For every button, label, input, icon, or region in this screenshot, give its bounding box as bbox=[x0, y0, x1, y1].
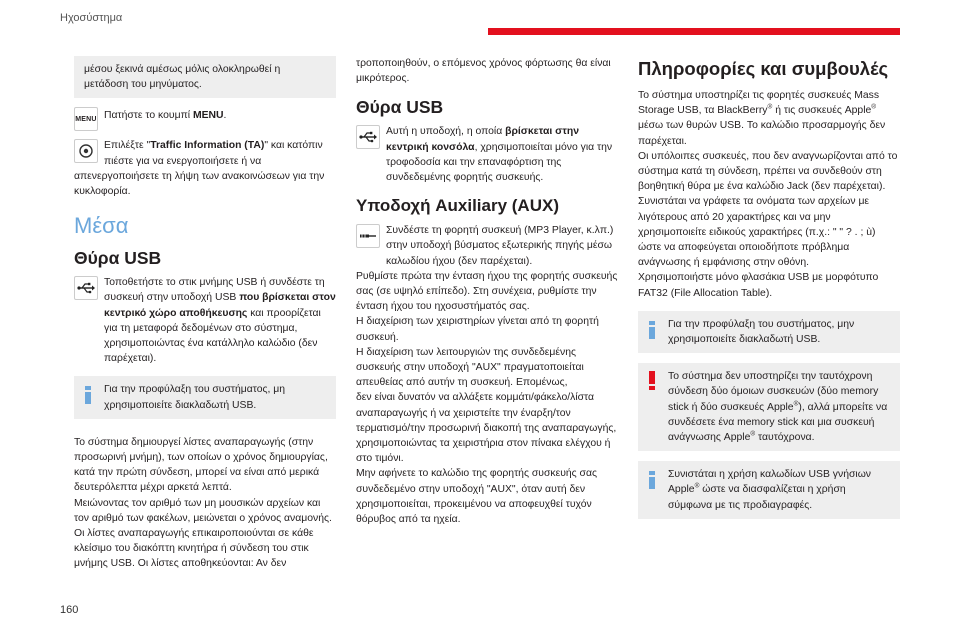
ok-button-icon bbox=[74, 139, 98, 163]
tip-box-2 bbox=[638, 461, 900, 519]
info-tips-heading: Πληροφορίες και συμβουλές bbox=[638, 58, 889, 79]
continued-paragraph: τροποποιηθούν, ο επόμενος χρόνος φόρτωσης θα είναι μικρότερος. bbox=[356, 58, 611, 85]
menu-instruction bbox=[74, 106, 336, 134]
menu-button-icon bbox=[74, 107, 98, 131]
controls-paragraph: Η διαχείριση των χειριστηρίων γίνεται από τη φορητή συσκευή. bbox=[356, 316, 599, 343]
warning-text: Το σύστημα δεν υποστηρίζει την ταυτόχρονη σύνδεση δύο όμοιων συσκευών (δύο memory stick ή δύο συσκευές Apple®), αλλά μπορείτε να συνδέσετε ένα memory stick και μια συσκευή ανάγνωσης Apple® ταυτόχρονα. bbox=[668, 371, 888, 444]
wait-time-paragraph: Μειώνοντας τον αριθμό των μη μουσικών αρχείων και τον αριθμό των φακέλων, μειώνεται ο χρόνος αναμονής. bbox=[74, 497, 332, 524]
ta-instruction-text-cont: απενεργοποιήσετε τη λήψη των ανακοινώσεων για την κυκλοφορία. bbox=[74, 170, 325, 198]
tip-box bbox=[74, 376, 336, 418]
aux-instruction bbox=[356, 223, 618, 269]
usb-icon bbox=[356, 125, 380, 149]
tip-text-1: Για την προφύλαξη του συστήματος, μην χρησιμοποιείτε διακλαδωτή USB. bbox=[668, 318, 855, 346]
header-accent-bar bbox=[488, 28, 900, 35]
note-text: μέσου ξεκινά αμέσως μόλις ολοκληρωθεί η μετάδοση του μηνύματος. bbox=[84, 64, 281, 91]
usb-port-heading: Θύρα USB bbox=[74, 248, 162, 269]
usb-icon bbox=[74, 276, 98, 300]
menu-icon-label: MENU bbox=[75, 115, 97, 123]
page-number: 160 bbox=[60, 604, 79, 616]
supported-devices-paragraph: Το σύστημα υποστηρίζει τις φορητές συσκευές Mass Storage USB, τα BlackBerry® ή τις συσκευές Apple® μέσω των θυρών USB. Το καλώδιο προσαρμογής δεν παρέχεται. bbox=[638, 90, 886, 147]
fat32-paragraph: Χρησιμοποιήστε μόνο φλασάκια USB με μορφότυπο FAT32 (File Allocation Table). bbox=[638, 272, 879, 299]
note-box-continued bbox=[74, 56, 336, 98]
aux-instruction-text: Συνδέστε τη φορητή συσκευή (MP3 Player, κ.λπ.) στην υποδοχή βύσματος εξωτερικής πηγής μέσω καλωδίου ήχου (δεν παρέχεται). bbox=[386, 225, 614, 267]
usb-port-heading-2: Θύρα USB bbox=[356, 97, 444, 118]
playlist-update-paragraph: Οι λίστες αναπαραγωγής επικαιροποιούνται σε κάθε κλείσιμο του διακόπτη κινητήρα ή σύνδεση του στικ μνήμης USB. Οι λίστες αποθηκεύονται: Αν δεν bbox=[74, 528, 314, 570]
info-icon bbox=[649, 471, 655, 489]
tip-text: Για την προφύλαξη του συστήματος, μη χρησιμοποιείτε διακλαδωτή USB. bbox=[104, 384, 286, 411]
warning-box bbox=[638, 363, 900, 451]
info-icon bbox=[85, 386, 91, 404]
tip-box-1 bbox=[638, 311, 900, 353]
running-header: Ηχοσύστημα bbox=[60, 12, 123, 24]
column-2 bbox=[356, 56, 618, 527]
filenames-paragraph: Συνιστάται να γράφετε τα ονόματα των αρχείων με λιγότερους από 20 χαρακτήρες και να μην χρησιμοποιείτε ειδικούς χαρακτήρες (π.χ.: " " ? . ; ù) ώστε να αποφεύγεται οποιοδήποτε πρόβλημα ανάγνωσης ή εμφάνισης στην οθόνη. bbox=[638, 196, 876, 269]
usb-charge-instruction bbox=[356, 124, 618, 185]
other-devices-paragraph: Οι υπόλοιπες συσκευές, που δεν αναγνωρίζονται από το σύστημα κατά τη σύνδεση, πρέπει να συνδεθούν στη βοηθητική θύρα με ένα καλώδιο Jack (δεν παρέχεται). bbox=[638, 150, 898, 193]
playlist-paragraph: Το σύστημα δημιουργεί λίστες αναπαραγωγής (στην προσωρινή μνήμη), των οποίων ο χρόνος δημιουργίας, κατά την πρώτη σύνδεση, μπορεί να είναι από μερικά δευτερόλεπτα μέχρι αρκετά λεπτά. bbox=[74, 436, 328, 494]
menu-instruction-text: Πατήστε το κουμπί MENU. bbox=[104, 110, 227, 122]
ta-instruction-text: Επιλέξτε "Traffic Information (TA)" και κατόπιν πιέστε για να ενεργοποιήσετε ή να bbox=[104, 140, 323, 167]
volume-paragraph: Ρυθμίστε πρώτα την ένταση ήχου της φορητής συσκευής σας (σε υψηλό επίπεδο). Στη συνέχεια, ρυθμίστε την ένταση ήχου του ηχοσυστήματός σας. bbox=[356, 270, 618, 313]
aux-heading: Υποδοχή Auxiliary (AUX) bbox=[356, 196, 559, 216]
usb-instruction-text: Τοποθετήστε το στικ μνήμης USB ή συνδέστε τη συσκευή στην υποδοχή USB που βρίσκεται στον κεντρικό χώρο αποθήκευσης και προορίζεται για τη μεταφορά δεδομένων στο σύστημα, χρησιμοποιώντας ένα κατάλληλο καλώδιο (δεν παρέχεται). bbox=[104, 277, 336, 365]
column-1 bbox=[74, 56, 336, 572]
aux-limits-paragraph: δεν είναι δυνατόν να αλλάξετε κομμάτι/φάκελο/λίστα αναπαραγωγής ή να χειριστείτε την έναρξη/τον τερματισμό/την προσωρινή διακοπή της αναπαραγωγής, χρησιμοποιώντας τα χειριστήρια στον πίνακα ελέγχου ή στο τιμόνι. bbox=[356, 392, 617, 465]
ta-instruction bbox=[74, 138, 336, 199]
aux-jack-icon bbox=[356, 224, 380, 248]
info-icon bbox=[649, 321, 655, 339]
aux-functions-paragraph: Η διαχείριση των λειτουργιών της συνδεδεμένης συσκευής στην υποδοχή "AUX" πραγματοποιείται απευθείας από αυτήν τη συσκευή. Επομένως, bbox=[356, 346, 584, 389]
tip-text-2: Συνιστάται η χρήση καλωδίων USB γνήσιων Apple® ώστε να διασφαλίζεται η χρήση σύμφωνα με τις προδιαγραφές. bbox=[668, 469, 871, 511]
warning-icon bbox=[649, 371, 655, 391]
usb-instruction bbox=[74, 275, 336, 366]
column-3 bbox=[638, 56, 900, 527]
aux-cable-paragraph: Μην αφήνετε το καλώδιο της φορητής συσκευής σας συνδεδεμένο στην υποδοχή "AUX", όταν αυτή δεν χρησιμοποιείται, προκειμένου να αποφευχθεί τυχόν θόρυβος από τα ηχεία. bbox=[356, 468, 597, 526]
section-title: Μέσα bbox=[74, 213, 129, 239]
usb-charge-text: Αυτή η υποδοχή, η οποία βρίσκεται στην κεντρική κονσόλα, χρησιμοποιείται μόνο για την τροφοδοσία και την επαναφόρτιση της συνδεδεμένης φορητής συσκευής. bbox=[386, 126, 613, 184]
